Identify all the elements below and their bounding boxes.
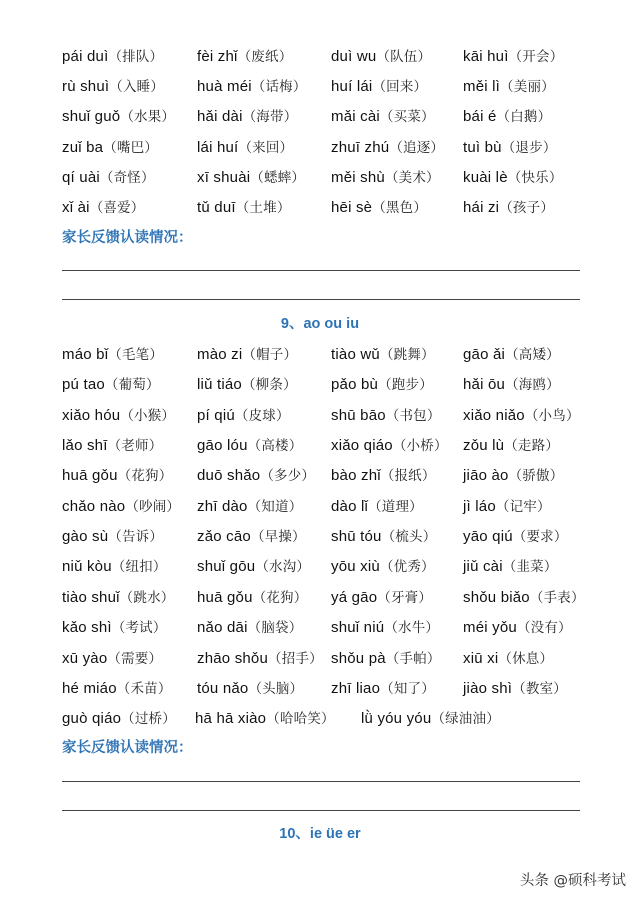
pinyin-word xyxy=(197,676,303,701)
word-row xyxy=(0,135,640,159)
word-row xyxy=(0,195,640,219)
hanzi-text: （白鹅） xyxy=(496,109,552,125)
pinyin-text: lǜ yóu yóu xyxy=(361,710,432,727)
feedback-write-line[interactable] xyxy=(62,299,580,300)
pinyin-word xyxy=(331,433,448,458)
hanzi-text: （美丽） xyxy=(500,79,555,95)
parent-feedback-label: 家长反馈认读情况： xyxy=(62,740,193,756)
hanzi-text: （帽子） xyxy=(242,347,298,363)
pinyin-text: zhāo shǒu xyxy=(197,650,269,667)
pinyin-text: shuǐ niú xyxy=(331,619,385,636)
pinyin-word xyxy=(62,676,172,701)
pinyin-text: tiào shuǐ xyxy=(62,589,120,606)
hanzi-text: （优秀） xyxy=(379,559,435,575)
hanzi-text: （海带） xyxy=(242,109,298,125)
pinyin-text: gāo ǎi xyxy=(463,346,506,363)
pinyin-word xyxy=(62,165,155,190)
pinyin-word xyxy=(463,135,557,160)
pinyin-word xyxy=(197,372,297,397)
hanzi-text: （牙膏） xyxy=(377,590,433,606)
hanzi-text: （土堆） xyxy=(235,200,291,216)
pinyin-text: shuǐ guǒ xyxy=(62,108,121,125)
pinyin-text: nǎo dāi xyxy=(197,619,248,636)
hanzi-text: （道理） xyxy=(368,499,423,515)
hanzi-text: （书包） xyxy=(385,408,441,424)
pinyin-word xyxy=(197,494,302,519)
parent-feedback-label: 家长反馈认读情况： xyxy=(62,230,193,246)
pinyin-text: jì láo xyxy=(463,498,496,515)
pinyin-text: zhī liao xyxy=(331,680,381,697)
pinyin-word xyxy=(331,135,444,160)
pinyin-word xyxy=(62,104,175,129)
pinyin-text: xiǎo niǎo xyxy=(463,407,525,424)
pinyin-text: rù shuì xyxy=(62,78,110,95)
pinyin-text: jiào shì xyxy=(463,680,513,697)
pinyin-word xyxy=(62,706,176,731)
pinyin-word xyxy=(197,403,290,428)
pinyin-text: hǎi dài xyxy=(197,108,243,125)
word-row xyxy=(0,676,640,700)
hanzi-text: （多少） xyxy=(260,468,316,484)
pinyin-text: jiāo ào xyxy=(463,467,509,484)
pinyin-word xyxy=(361,706,500,731)
pinyin-text: shǒu biǎo xyxy=(463,589,530,606)
pinyin-word xyxy=(331,44,431,69)
hanzi-text: （需要） xyxy=(107,651,163,667)
pinyin-text: shū bāo xyxy=(331,407,386,424)
pinyin-text: pǎo bù xyxy=(331,376,379,393)
pinyin-word xyxy=(463,615,572,640)
hanzi-text: （走路） xyxy=(504,438,560,454)
pinyin-word xyxy=(331,646,441,671)
hanzi-text: （退步） xyxy=(501,140,557,156)
pinyin-text: hā hā xiào xyxy=(195,710,267,727)
word-row xyxy=(0,44,640,68)
pinyin-word xyxy=(463,372,560,397)
feedback-write-line[interactable] xyxy=(62,270,580,271)
hanzi-text: （考试） xyxy=(111,620,167,636)
pinyin-text: pú tao xyxy=(62,376,105,393)
pinyin-text: hǎi ōu xyxy=(463,376,506,393)
pinyin-text: huā gǒu xyxy=(62,467,118,484)
hanzi-text: （小桥） xyxy=(392,438,448,454)
pinyin-word xyxy=(331,585,432,610)
pinyin-text: bái é xyxy=(463,108,497,125)
section-title: 10、ie üe er xyxy=(279,826,361,842)
word-row xyxy=(0,372,640,396)
pinyin-text: zhī dào xyxy=(197,498,248,515)
pinyin-text: gào sù xyxy=(62,528,109,545)
pinyin-text: jiǔ cài xyxy=(463,558,503,575)
pinyin-word xyxy=(463,676,567,701)
hanzi-text: （队伍） xyxy=(376,49,432,65)
pinyin-word xyxy=(197,104,297,129)
word-row xyxy=(0,494,640,518)
pinyin-word xyxy=(62,135,158,160)
hanzi-text: （排队） xyxy=(108,49,164,65)
pinyin-text: huà méi xyxy=(197,78,252,95)
word-row xyxy=(0,165,640,189)
pinyin-word xyxy=(463,463,563,488)
word-row xyxy=(0,342,640,366)
pinyin-text: tǔ duī xyxy=(197,199,236,216)
pinyin-text: hái zi xyxy=(463,199,500,216)
pinyin-word xyxy=(62,195,145,220)
pinyin-word xyxy=(331,554,435,579)
pinyin-text: zhuī zhú xyxy=(331,139,390,156)
pinyin-text: hé miáo xyxy=(62,680,117,697)
pinyin-word xyxy=(331,104,435,129)
pinyin-text: bào zhǐ xyxy=(331,467,381,484)
pinyin-word xyxy=(463,524,568,549)
hanzi-text: （小鸟） xyxy=(524,408,580,424)
pinyin-word xyxy=(331,372,433,397)
hanzi-text: （吵闹） xyxy=(125,499,181,515)
hanzi-text: （皮球） xyxy=(234,408,290,424)
pinyin-word xyxy=(463,74,555,99)
pinyin-text: kuài lè xyxy=(463,169,508,186)
word-row xyxy=(0,524,640,548)
pinyin-word xyxy=(331,403,441,428)
pinyin-word xyxy=(195,706,335,731)
hanzi-text: （快乐） xyxy=(507,170,563,186)
hanzi-text: （梳头） xyxy=(381,529,437,545)
hanzi-text: （过桥） xyxy=(121,711,176,727)
pinyin-text: shū tóu xyxy=(331,528,382,545)
hanzi-text: （报纸） xyxy=(380,468,436,484)
pinyin-text: yá gāo xyxy=(331,589,378,606)
hanzi-text: （水沟） xyxy=(255,559,311,575)
pinyin-text: tiào wǔ xyxy=(331,346,380,363)
hanzi-text: （手表） xyxy=(529,590,585,606)
section-title: 9、ao ou iu xyxy=(280,316,360,332)
hanzi-text: （美术） xyxy=(384,170,440,186)
hanzi-text: （高楼） xyxy=(247,438,303,454)
pinyin-text: hēi sè xyxy=(331,199,373,216)
pinyin-text: tóu nǎo xyxy=(197,680,249,697)
pinyin-word xyxy=(62,74,164,99)
hanzi-text: （奇怪） xyxy=(99,170,155,186)
word-row xyxy=(0,463,640,487)
hanzi-text: （知道） xyxy=(247,499,303,515)
pinyin-text: tuì bù xyxy=(463,139,502,156)
pinyin-word xyxy=(197,585,307,610)
hanzi-text: （入睡） xyxy=(109,79,165,95)
hanzi-text: （哈哈笑） xyxy=(266,711,335,727)
pinyin-word xyxy=(62,433,162,458)
pinyin-word xyxy=(197,615,302,640)
hanzi-text: （知了） xyxy=(380,681,435,697)
pinyin-word xyxy=(197,44,292,69)
pinyin-word xyxy=(331,74,427,99)
pinyin-text: máo bǐ xyxy=(62,346,109,363)
hanzi-text: （小猴） xyxy=(120,408,176,424)
hanzi-text: （没有） xyxy=(516,620,572,636)
pinyin-text: xǐ ài xyxy=(62,199,90,216)
pinyin-text: huā gǒu xyxy=(197,589,253,606)
pinyin-word xyxy=(197,463,315,488)
pinyin-word xyxy=(463,165,563,190)
pinyin-word xyxy=(197,646,323,671)
hanzi-text: （禾苗） xyxy=(116,681,172,697)
pinyin-word xyxy=(463,44,563,69)
pinyin-text: shuǐ gōu xyxy=(197,558,256,575)
hanzi-text: （嘴巴） xyxy=(103,140,159,156)
pinyin-word xyxy=(463,104,551,129)
hanzi-text: （废纸） xyxy=(237,49,293,65)
pinyin-text: lǎo shī xyxy=(62,437,108,454)
word-row xyxy=(0,554,640,578)
pinyin-word xyxy=(331,676,435,701)
pinyin-word xyxy=(62,494,180,519)
hanzi-text: （老师） xyxy=(107,438,163,454)
feedback-write-line[interactable] xyxy=(62,810,580,811)
hanzi-text: （要求） xyxy=(512,529,568,545)
hanzi-text: （开会） xyxy=(508,49,564,65)
watermark: 头条 @硕科考试 xyxy=(519,873,626,889)
pinyin-word xyxy=(463,585,585,610)
pinyin-text: měi shù xyxy=(331,169,385,186)
pinyin-text: zǒu lù xyxy=(463,437,505,454)
pinyin-word xyxy=(331,165,440,190)
hanzi-text: （高矮） xyxy=(505,347,560,363)
word-row xyxy=(0,403,640,427)
feedback-write-line[interactable] xyxy=(62,781,580,782)
hanzi-text: （来回） xyxy=(238,140,294,156)
hanzi-text: （柳条） xyxy=(241,377,297,393)
pinyin-text: liǔ tiáo xyxy=(197,376,242,393)
hanzi-text: （骄傲） xyxy=(508,468,564,484)
pinyin-word xyxy=(331,524,436,549)
pinyin-word xyxy=(331,615,439,640)
pinyin-text: guò qiáo xyxy=(62,710,122,727)
hanzi-text: （话梅） xyxy=(251,79,307,95)
word-row xyxy=(0,706,640,730)
hanzi-text: （黑色） xyxy=(372,200,428,216)
pinyin-word xyxy=(62,403,175,428)
word-row xyxy=(0,104,640,128)
hanzi-text: （脑袋） xyxy=(247,620,303,636)
hanzi-text: （海鸥） xyxy=(505,377,560,393)
pinyin-word xyxy=(331,195,427,220)
pinyin-word xyxy=(197,165,305,190)
pinyin-word xyxy=(197,524,306,549)
pinyin-text: duō shǎo xyxy=(197,467,261,484)
pinyin-text: shǒu pà xyxy=(331,650,386,667)
pinyin-text: xiǎo hóu xyxy=(62,407,121,424)
hanzi-text: （记牢） xyxy=(495,499,551,515)
pinyin-text: měi lì xyxy=(463,78,501,95)
pinyin-word xyxy=(197,342,297,367)
pinyin-word xyxy=(62,44,163,69)
pinyin-word xyxy=(62,646,162,671)
pinyin-word xyxy=(331,342,435,367)
pinyin-text: chǎo nào xyxy=(62,498,126,515)
hanzi-text: （绿油油） xyxy=(431,711,500,727)
pinyin-word xyxy=(463,494,551,519)
pinyin-text: qí uài xyxy=(62,169,100,186)
word-row xyxy=(0,74,640,98)
hanzi-text: （蟋蟀） xyxy=(250,170,306,186)
pinyin-word xyxy=(331,494,423,519)
hanzi-text: （追逐） xyxy=(389,140,445,156)
pinyin-text: xī shuài xyxy=(197,169,251,186)
hanzi-text: （花狗） xyxy=(252,590,308,606)
hanzi-text: （孩子） xyxy=(499,200,555,216)
pinyin-word xyxy=(463,646,553,671)
pinyin-word xyxy=(62,463,172,488)
pinyin-word xyxy=(463,433,559,458)
pinyin-text: mào zi xyxy=(197,346,243,363)
hanzi-text: （跑步） xyxy=(378,377,433,393)
hanzi-text: （喜爱） xyxy=(89,200,145,216)
hanzi-text: （葡萄） xyxy=(104,377,160,393)
hanzi-text: （告诉） xyxy=(108,529,164,545)
pinyin-text: mǎi cài xyxy=(331,108,380,125)
pinyin-text: fèi zhǐ xyxy=(197,48,238,65)
pinyin-word xyxy=(463,195,554,220)
pinyin-text: zuǐ ba xyxy=(62,139,104,156)
pinyin-word xyxy=(62,524,163,549)
pinyin-text: méi yǒu xyxy=(463,619,517,636)
pinyin-text: lái huí xyxy=(197,139,239,156)
pinyin-word xyxy=(197,195,291,220)
pinyin-text: xū yào xyxy=(62,650,108,667)
pinyin-word xyxy=(197,433,302,458)
pinyin-text: pí qiú xyxy=(197,407,235,424)
pinyin-word xyxy=(62,585,174,610)
hanzi-text: （教室） xyxy=(512,681,567,697)
word-row xyxy=(0,433,640,457)
pinyin-text: pái duì xyxy=(62,48,109,65)
pinyin-text: dào lǐ xyxy=(331,498,369,515)
hanzi-text: （招手） xyxy=(268,651,323,667)
hanzi-text: （水果） xyxy=(120,109,176,125)
pinyin-text: kǎo shì xyxy=(62,619,112,636)
pinyin-word xyxy=(197,135,293,160)
pinyin-word xyxy=(62,372,160,397)
word-row xyxy=(0,646,640,670)
word-row xyxy=(0,585,640,609)
hanzi-text: （回来） xyxy=(372,79,428,95)
hanzi-text: （韭菜） xyxy=(502,559,558,575)
pinyin-text: duì wu xyxy=(331,48,377,65)
pinyin-word xyxy=(463,342,560,367)
pinyin-text: yōu xiù xyxy=(331,558,380,575)
hanzi-text: （跳水） xyxy=(119,590,175,606)
hanzi-text: （跳舞） xyxy=(379,347,435,363)
hanzi-text: （休息） xyxy=(498,651,554,667)
hanzi-text: （纽扣） xyxy=(111,559,167,575)
pinyin-text: huí lái xyxy=(331,78,373,95)
pinyin-text: kāi huì xyxy=(463,48,509,65)
pinyin-word xyxy=(62,615,167,640)
hanzi-text: （毛笔） xyxy=(108,347,164,363)
pinyin-text: xiǎo qiáo xyxy=(331,437,393,454)
pinyin-word xyxy=(197,554,310,579)
hanzi-text: （早操） xyxy=(250,529,306,545)
hanzi-text: （买菜） xyxy=(379,109,435,125)
pinyin-word xyxy=(62,554,167,579)
pinyin-word xyxy=(463,554,558,579)
pinyin-text: zǎo cāo xyxy=(197,528,251,545)
hanzi-text: （花狗） xyxy=(117,468,173,484)
pinyin-word xyxy=(331,463,436,488)
pinyin-word xyxy=(62,342,163,367)
pinyin-text: gāo lóu xyxy=(197,437,248,454)
hanzi-text: （手帕） xyxy=(385,651,441,667)
hanzi-text: （头脑） xyxy=(248,681,304,697)
word-row xyxy=(0,615,640,639)
pinyin-word xyxy=(197,74,307,99)
pinyin-text: xiū xi xyxy=(463,650,499,667)
hanzi-text: （水牛） xyxy=(384,620,440,636)
pinyin-text: niǔ kòu xyxy=(62,558,112,575)
pinyin-text: yāo qiú xyxy=(463,528,513,545)
pinyin-word xyxy=(463,403,580,428)
